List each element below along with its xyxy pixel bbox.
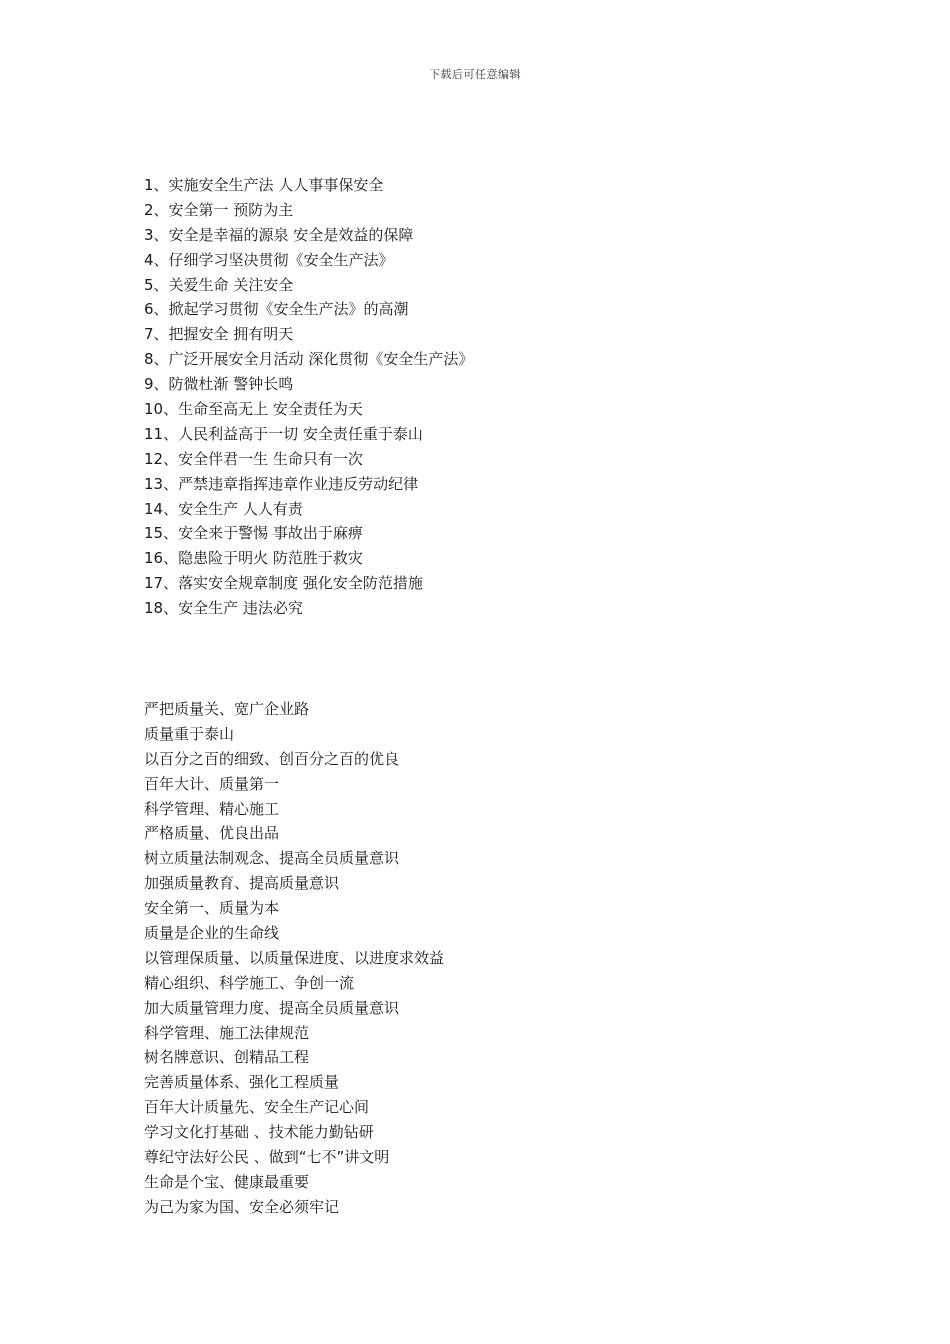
safety-slogan-item: 11、人民利益高于一切 安全责任重于泰山 — [144, 424, 423, 443]
safety-slogan-item: 3、安全是幸福的源泉 安全是效益的保障 — [144, 225, 414, 244]
safety-slogan-item: 7、把握安全 拥有明天 — [144, 325, 294, 344]
page-header: 下载后可任意编辑 — [429, 68, 521, 81]
safety-slogan-item: 18、安全生产 违法必究 — [144, 599, 303, 618]
quality-slogan-item: 严格质量、优良出品 — [144, 824, 280, 843]
safety-slogan-item: 4、仔细学习坚决贯彻《安全生产法》 — [144, 250, 394, 269]
safety-slogan-item: 10、生命至高无上 安全责任为天 — [144, 400, 363, 419]
quality-slogan-list — [144, 697, 444, 1220]
quality-slogan-item: 科学管理、精心施工 — [144, 799, 280, 818]
quality-slogan-item: 以管理保质量、以质量保进度、以进度求效益 — [144, 948, 445, 967]
quality-slogan-item: 为己为家为国、安全必须牢记 — [144, 1197, 340, 1216]
safety-slogan-item: 13、严禁违章指挥违章作业违反劳动纪律 — [144, 474, 419, 493]
quality-slogan-item: 严把质量关、宽广企业路 — [144, 700, 310, 718]
quality-slogan-item: 加强质量教育、提高质量意识 — [144, 874, 340, 893]
quality-slogan-item: 学习文化打基础 、技术能力勤钻研 — [144, 1123, 374, 1142]
quality-slogan-item: 精心组织、科学施工、争创一流 — [144, 973, 355, 992]
safety-slogan-item: 9、防微杜渐 警钟长鸣 — [144, 375, 294, 394]
quality-slogan-item: 科学管理、施工法律规范 — [144, 1023, 310, 1042]
quality-slogan-item: 安全第一、质量为本 — [144, 899, 280, 918]
quality-slogan-item: 质量是企业的生命线 — [144, 924, 280, 943]
quality-slogan-item: 树名牌意识、创精品工程 — [144, 1048, 310, 1067]
safety-slogan-item: 1、实施安全生产法 人人事事保安全 — [144, 176, 384, 194]
safety-slogan-item: 17、落实安全规章制度 强化安全防范措施 — [144, 574, 423, 593]
safety-slogan-item: 14、安全生产 人人有责 — [144, 499, 303, 518]
quality-slogan-item: 生命是个宝、健康最重要 — [144, 1172, 310, 1191]
safety-slogan-item: 8、广泛开展安全月活动 深化贯彻《安全生产法》 — [144, 350, 474, 369]
quality-slogan-item: 完善质量体系、强化工程质量 — [144, 1073, 340, 1092]
quality-slogan-item: 尊纪守法好公民 、做到“七不”讲文明 — [144, 1148, 390, 1167]
quality-slogan-item: 树立质量法制观念、提高全员质量意识 — [144, 849, 400, 868]
safety-slogan-item: 15、安全来于警惕 事故出于麻痹 — [144, 524, 363, 543]
quality-slogan-item: 百年大计、质量第一 — [144, 774, 280, 793]
safety-slogan-item: 16、隐患险于明火 防范胜于救灾 — [144, 549, 363, 568]
quality-slogan-item: 加大质量管理力度、提高全员质量意识 — [144, 998, 400, 1017]
quality-slogan-item: 质量重于泰山 — [144, 724, 235, 743]
safety-slogan-list — [144, 173, 473, 621]
safety-slogan-item: 5、关爱生命 关注安全 — [144, 275, 294, 294]
safety-slogan-item: 12、安全伴君一生 生命只有一次 — [144, 449, 363, 468]
safety-slogan-item: 6、掀起学习贯彻《安全生产法》的高潮 — [144, 300, 409, 319]
quality-slogan-item: 以百分之百的细致、创百分之百的优良 — [144, 749, 400, 768]
quality-slogan-item: 百年大计质量先、安全生产记心间 — [144, 1098, 370, 1117]
safety-slogan-item: 2、安全第一 预防为主 — [144, 200, 294, 219]
